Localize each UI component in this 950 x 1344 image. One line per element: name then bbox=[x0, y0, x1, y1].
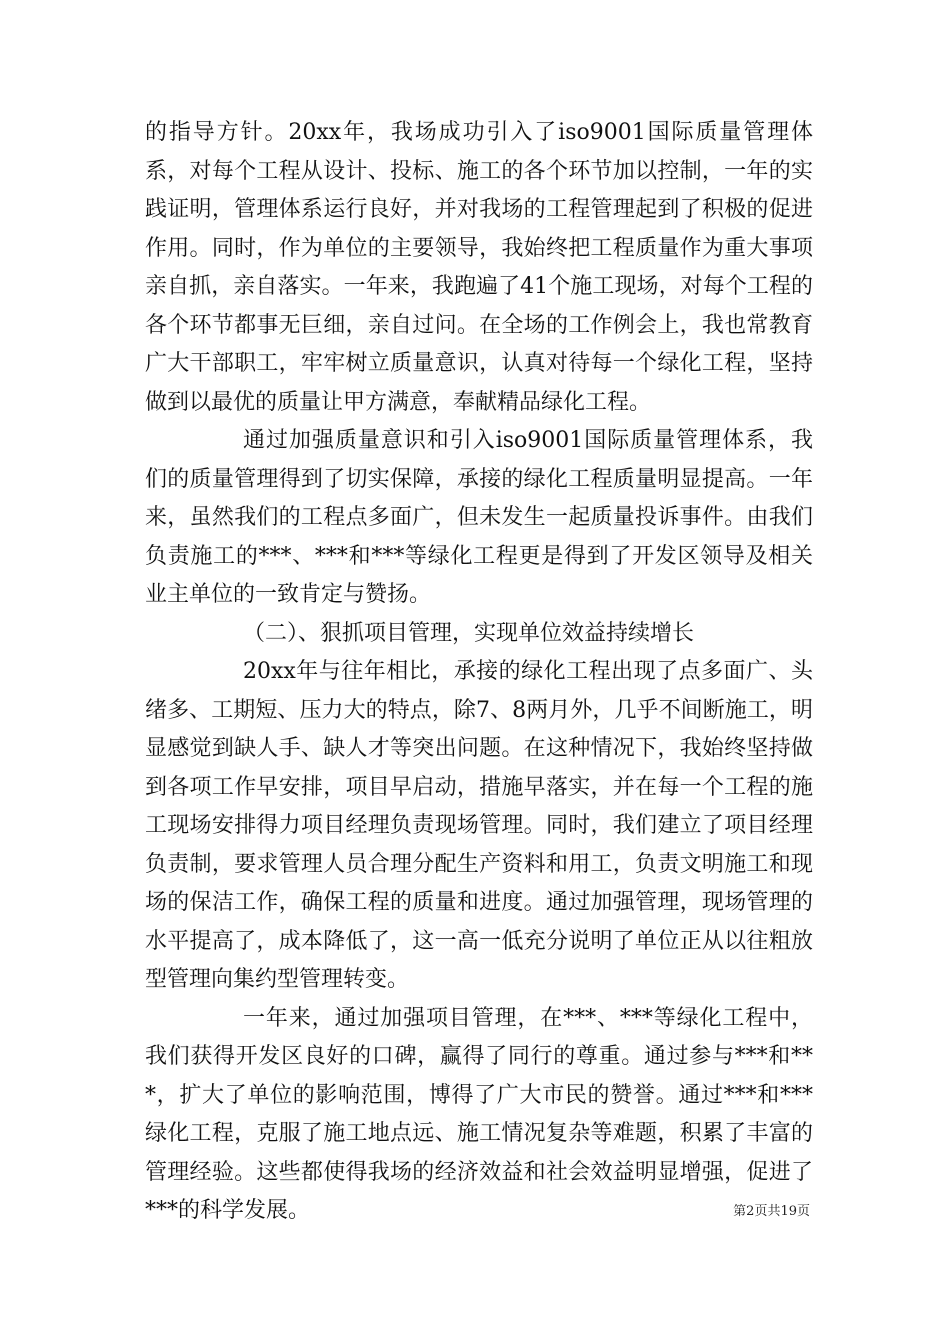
paragraph-project-management: 20xx年与往年相比，承接的绿化工程出现了点多面广、头绪多、工期短、压力大的特点，除7、8两月外，几乎不间断施工，明显感觉到缺人手、缺人才等突出问题。在这种情况下，我始终坚持做到各项工作早安排，项目早启动，措施早落实，并在每一个工程的施工现场安排得力项目经理负责现场管理。同时，我们建立了项目经理负责制，要求管理人员合理分配生产资料和用工，负责文明施工和现场的保洁工作，确保工程的质量和进度。通过加强管理，现场管理的水平提高了，成本降低了，这一高一低充分说明了单位正从以往粗放型管理向集约型管理转变。 bbox=[145, 659, 813, 992]
document-body bbox=[145, 114, 813, 1231]
page-number-footer: 第2页共19页 bbox=[733, 1204, 810, 1219]
paragraph-benefits: 一年来，通过加强项目管理，在***、***等绿化工程中，我们获得开发区良好的口碑，赢得了同行的尊重。通过参与***和***，扩大了单位的影响范围，博得了广大市民的赞誉。通过***和***绿化工程，克服了施工地点远、施工情况复杂等难题，积累了丰富的管理经验。这些都使得我场的经济效益和社会效益明显增强，促进了***的科学发展。 bbox=[145, 1005, 813, 1223]
paragraph-quality-system: 的指导方针。20xx年，我场成功引入了iso9001国际质量管理体系，对每个工程从设计、投标、施工的各个环节加以控制，一年的实践证明，管理体系运行良好，并对我场的工程管理起到了积极的促进作用。同时，作为单位的主要领导，我始终把工程质量作为重大事项亲自抓，亲自落实。一年来，我跑遍了41个施工现场，对每个工程的各个环节都事无巨细，亲自过问。在全场的工作例会上，我也常教育广大干部职工，牢牢树立质量意识，认真对待每一个绿化工程，坚持做到以最优的质量让甲方满意，奉献精品绿化工程。 bbox=[145, 120, 813, 415]
section-heading-project-management: （二）、狠抓项目管理，实现单位效益持续增长 bbox=[243, 620, 695, 646]
paragraph-quality-results: 通过加强质量意识和引入iso9001国际质量管理体系，我们的质量管理得到了切实保障，承接的绿化工程质量明显提高。一年来，虽然我们的工程点多面广，但未发生一起质量投诉事件。由我们负责施工的***、***和***等绿化工程更是得到了开发区领导及相关业主单位的一致肯定与赞扬。 bbox=[145, 428, 813, 607]
